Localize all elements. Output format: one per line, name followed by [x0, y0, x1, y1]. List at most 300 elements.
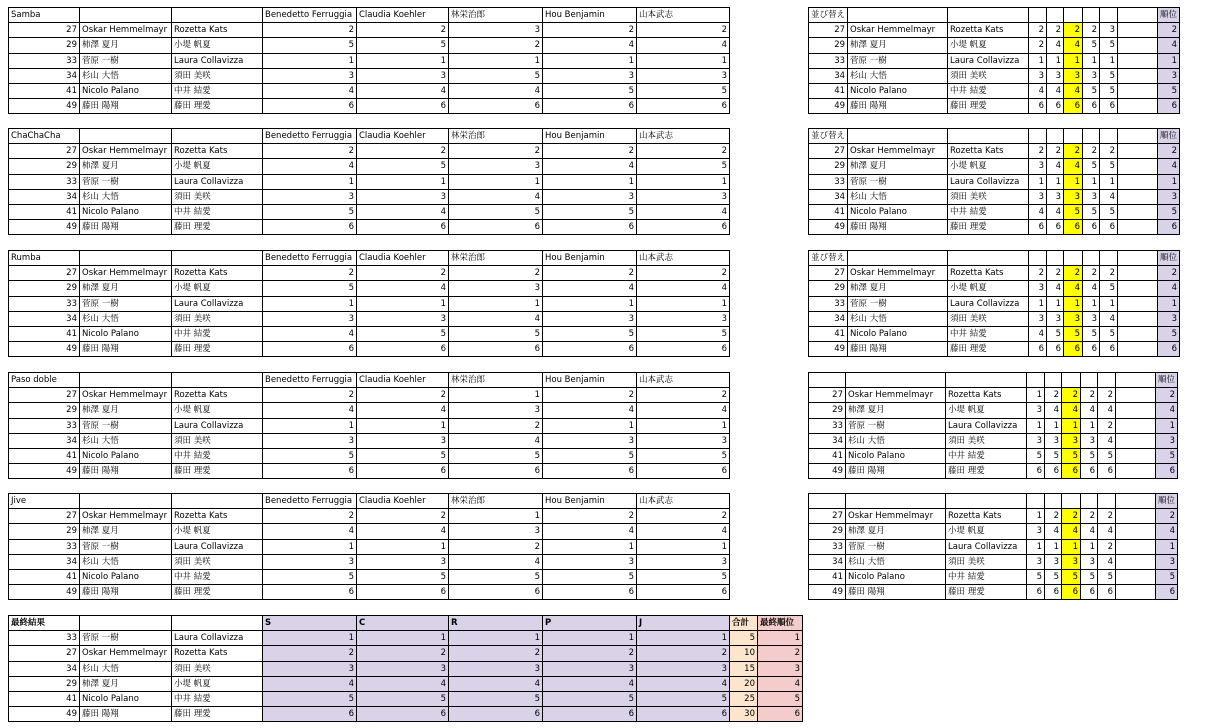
rank-header-cell[interactable]: 順位 — [1158, 251, 1180, 266]
judge-mark-cell[interactable]: 1 — [263, 174, 357, 189]
empty-cell[interactable] — [1118, 251, 1158, 266]
judge-header-cell[interactable]: 山本武志 — [637, 373, 730, 388]
sorted-mark-cell[interactable]: 1 — [1100, 53, 1118, 68]
median-mark-cell[interactable]: 3 — [1062, 554, 1081, 569]
couple-number-cell[interactable]: 49 — [9, 585, 80, 600]
dance-score-cell[interactable]: 1 — [543, 631, 637, 646]
follower-name-cell[interactable]: Rozetta Kats — [172, 266, 263, 281]
sorted-mark-cell[interactable]: 3 — [1083, 189, 1100, 204]
sorted-mark-cell[interactable]: 5 — [1083, 204, 1100, 219]
empty-cell[interactable] — [172, 251, 263, 266]
leader-name-cell[interactable]: 柿澤 夏月 — [80, 403, 172, 418]
follower-name-cell[interactable]: 小堤 帆夏 — [172, 281, 263, 296]
sorted-mark-cell[interactable]: 1 — [1029, 53, 1047, 68]
judge-mark-cell[interactable]: 6 — [543, 99, 637, 114]
follower-name-cell[interactable]: 小堤 帆夏 — [948, 38, 1029, 53]
leader-name-cell[interactable]: 杉山 大悟 — [80, 68, 172, 83]
empty-cell[interactable] — [1116, 554, 1156, 569]
rank-cell[interactable]: 2 — [1156, 509, 1178, 524]
couple-number-cell[interactable]: 27 — [809, 388, 846, 403]
empty-cell[interactable] — [1083, 8, 1100, 23]
judge-mark-cell[interactable]: 4 — [263, 326, 357, 341]
empty-cell[interactable] — [1118, 68, 1158, 83]
judge-mark-cell[interactable]: 4 — [357, 524, 449, 539]
leader-name-cell[interactable]: Oskar Hemmelmayr — [848, 266, 948, 281]
follower-name-cell[interactable]: Rozetta Kats — [172, 23, 263, 38]
sorted-mark-cell[interactable]: 1 — [1083, 174, 1100, 189]
follower-name-cell[interactable]: 中井 結愛 — [946, 448, 1027, 463]
follower-name-cell[interactable]: Laura Collavizza — [172, 418, 263, 433]
judge-mark-cell[interactable]: 5 — [263, 204, 357, 219]
couple-number-cell[interactable]: 27 — [9, 23, 80, 38]
sorted-mark-cell[interactable]: 5 — [1083, 326, 1100, 341]
empty-cell[interactable] — [1118, 23, 1158, 38]
judge-mark-cell[interactable]: 6 — [263, 342, 357, 357]
couple-number-cell[interactable]: 41 — [809, 83, 848, 98]
judge-mark-cell[interactable]: 1 — [357, 539, 449, 554]
follower-name-cell[interactable]: 小堤 帆夏 — [172, 403, 263, 418]
judge-mark-cell[interactable]: 4 — [543, 281, 637, 296]
sorted-mark-cell[interactable]: 2 — [1098, 388, 1116, 403]
couple-number-cell[interactable]: 29 — [9, 281, 80, 296]
empty-cell[interactable] — [1118, 159, 1158, 174]
sorted-mark-cell[interactable]: 1 — [1027, 388, 1045, 403]
dance-score-cell[interactable]: 3 — [263, 661, 357, 676]
dance-name-cell[interactable]: Jive — [9, 494, 80, 509]
follower-name-cell[interactable]: 中井 結愛 — [172, 326, 263, 341]
judge-mark-cell[interactable]: 5 — [263, 38, 357, 53]
sorted-mark-cell[interactable]: 5 — [1098, 569, 1116, 584]
follower-name-cell[interactable]: 須田 美咲 — [946, 554, 1027, 569]
leader-name-cell[interactable]: 杉山 大悟 — [80, 661, 172, 676]
empty-cell[interactable] — [948, 129, 1029, 144]
judge-mark-cell[interactable]: 3 — [449, 159, 543, 174]
judge-mark-cell[interactable]: 4 — [263, 83, 357, 98]
judge-mark-cell[interactable]: 2 — [263, 144, 357, 159]
judge-mark-cell[interactable]: 2 — [357, 144, 449, 159]
follower-name-cell[interactable]: 藤田 理愛 — [172, 342, 263, 357]
judge-mark-cell[interactable]: 2 — [357, 509, 449, 524]
judge-mark-cell[interactable]: 5 — [637, 448, 730, 463]
judge-mark-cell[interactable]: 3 — [543, 189, 637, 204]
follower-name-cell[interactable]: 中井 結愛 — [172, 569, 263, 584]
empty-cell[interactable] — [80, 8, 172, 23]
total-cell[interactable]: 10 — [730, 646, 758, 661]
empty-cell[interactable] — [1118, 266, 1158, 281]
judge-mark-cell[interactable]: 5 — [543, 204, 637, 219]
leader-name-cell[interactable]: 菅原 一樹 — [848, 53, 948, 68]
empty-cell[interactable] — [1029, 251, 1047, 266]
sort-header-cell[interactable] — [809, 373, 846, 388]
empty-cell[interactable] — [1027, 373, 1045, 388]
leader-name-cell[interactable]: 菅原 一樹 — [80, 174, 172, 189]
judge-mark-cell[interactable]: 4 — [637, 281, 730, 296]
judge-mark-cell[interactable]: 6 — [357, 464, 449, 479]
judge-mark-cell[interactable]: 6 — [449, 99, 543, 114]
judge-mark-cell[interactable]: 2 — [637, 266, 730, 281]
judge-header-cell[interactable]: Claudia Koehler — [357, 8, 449, 23]
judge-mark-cell[interactable]: 4 — [357, 281, 449, 296]
rank-cell[interactable]: 6 — [1158, 342, 1180, 357]
rank-cell[interactable]: 5 — [1158, 326, 1180, 341]
judge-mark-cell[interactable]: 6 — [637, 464, 730, 479]
dance-score-cell[interactable]: 5 — [637, 691, 730, 706]
sorted-mark-cell[interactable]: 2 — [1083, 266, 1100, 281]
follower-name-cell[interactable]: 藤田 理愛 — [172, 707, 263, 722]
follower-name-cell[interactable]: 藤田 理愛 — [948, 99, 1029, 114]
empty-cell[interactable] — [1045, 494, 1062, 509]
judge-mark-cell[interactable]: 6 — [357, 342, 449, 357]
rank-cell[interactable]: 4 — [1158, 281, 1180, 296]
leader-name-cell[interactable]: Nicolo Palano — [846, 569, 946, 584]
couple-number-cell[interactable]: 49 — [9, 342, 80, 357]
sorted-mark-cell[interactable]: 2 — [1047, 23, 1064, 38]
judge-mark-cell[interactable]: 5 — [543, 326, 637, 341]
empty-cell[interactable] — [80, 251, 172, 266]
judge-mark-cell[interactable]: 1 — [637, 296, 730, 311]
empty-cell[interactable] — [946, 494, 1027, 509]
judge-mark-cell[interactable]: 4 — [543, 159, 637, 174]
leader-name-cell[interactable]: Nicolo Palano — [846, 448, 946, 463]
leader-name-cell[interactable]: 柿澤 夏月 — [80, 38, 172, 53]
couple-number-cell[interactable]: 34 — [809, 311, 848, 326]
rank-cell[interactable]: 1 — [1158, 174, 1180, 189]
follower-name-cell[interactable]: 藤田 理愛 — [946, 464, 1027, 479]
judge-mark-cell[interactable]: 5 — [449, 448, 543, 463]
empty-cell[interactable] — [1116, 464, 1156, 479]
empty-cell[interactable] — [172, 616, 263, 631]
follower-name-cell[interactable]: 藤田 理愛 — [948, 342, 1029, 357]
judge-header-cell[interactable]: Hou Benjamin — [543, 373, 637, 388]
sorted-mark-cell[interactable]: 2 — [1029, 144, 1047, 159]
dance-header-cell[interactable]: J — [637, 616, 730, 631]
leader-name-cell[interactable]: 菅原 一樹 — [80, 296, 172, 311]
follower-name-cell[interactable]: Laura Collavizza — [946, 418, 1027, 433]
sorted-mark-cell[interactable]: 2 — [1045, 509, 1062, 524]
sorted-mark-cell[interactable]: 4 — [1081, 524, 1098, 539]
sorted-mark-cell[interactable]: 5 — [1098, 448, 1116, 463]
judge-mark-cell[interactable]: 3 — [357, 554, 449, 569]
sorted-mark-cell[interactable]: 2 — [1083, 144, 1100, 159]
total-cell[interactable]: 25 — [730, 691, 758, 706]
couple-number-cell[interactable]: 27 — [809, 266, 848, 281]
couple-number-cell[interactable]: 33 — [809, 539, 846, 554]
empty-cell[interactable] — [80, 373, 172, 388]
judge-mark-cell[interactable]: 5 — [637, 83, 730, 98]
sorted-mark-cell[interactable]: 4 — [1047, 159, 1064, 174]
sorted-mark-cell[interactable]: 1 — [1029, 174, 1047, 189]
sorted-mark-cell[interactable]: 1 — [1029, 296, 1047, 311]
follower-name-cell[interactable]: 小堤 帆夏 — [172, 38, 263, 53]
sorted-mark-cell[interactable]: 1 — [1083, 296, 1100, 311]
dance-score-cell[interactable]: 5 — [357, 691, 449, 706]
leader-name-cell[interactable]: 菅原 一樹 — [846, 539, 946, 554]
empty-cell[interactable] — [1118, 220, 1158, 235]
judge-mark-cell[interactable]: 2 — [263, 509, 357, 524]
dance-header-cell[interactable]: R — [449, 616, 543, 631]
judge-mark-cell[interactable]: 1 — [637, 418, 730, 433]
follower-name-cell[interactable]: 中井 結愛 — [948, 326, 1029, 341]
follower-name-cell[interactable]: 小堤 帆夏 — [946, 403, 1027, 418]
judge-mark-cell[interactable]: 3 — [637, 433, 730, 448]
leader-name-cell[interactable]: 柿澤 夏月 — [80, 676, 172, 691]
judge-mark-cell[interactable]: 5 — [449, 68, 543, 83]
empty-cell[interactable] — [1118, 53, 1158, 68]
judge-header-cell[interactable]: 林栄治郎 — [449, 494, 543, 509]
median-mark-cell[interactable]: 3 — [1064, 189, 1083, 204]
judge-mark-cell[interactable]: 2 — [263, 23, 357, 38]
sorted-mark-cell[interactable]: 3 — [1027, 433, 1045, 448]
rank-cell[interactable]: 2 — [1156, 388, 1178, 403]
follower-name-cell[interactable]: Rozetta Kats — [172, 388, 263, 403]
rank-cell[interactable]: 2 — [1158, 144, 1180, 159]
sorted-mark-cell[interactable]: 4 — [1029, 83, 1047, 98]
empty-cell[interactable] — [1064, 8, 1083, 23]
sorted-mark-cell[interactable]: 3 — [1047, 68, 1064, 83]
empty-cell[interactable] — [172, 8, 263, 23]
dance-score-cell[interactable]: 4 — [263, 676, 357, 691]
follower-name-cell[interactable]: 小堤 帆夏 — [948, 159, 1029, 174]
judge-mark-cell[interactable]: 3 — [449, 23, 543, 38]
follower-name-cell[interactable]: 藤田 理愛 — [172, 99, 263, 114]
leader-name-cell[interactable]: 杉山 大悟 — [848, 311, 948, 326]
sorted-mark-cell[interactable]: 6 — [1100, 342, 1118, 357]
judge-mark-cell[interactable]: 6 — [357, 99, 449, 114]
empty-cell[interactable] — [1098, 373, 1116, 388]
leader-name-cell[interactable]: Nicolo Palano — [80, 569, 172, 584]
couple-number-cell[interactable]: 41 — [809, 569, 846, 584]
final-rank-cell[interactable]: 6 — [758, 707, 803, 722]
judge-mark-cell[interactable]: 1 — [449, 53, 543, 68]
empty-cell[interactable] — [172, 129, 263, 144]
judge-header-cell[interactable]: 林栄治郎 — [449, 251, 543, 266]
empty-cell[interactable] — [1116, 509, 1156, 524]
follower-name-cell[interactable]: 中井 結愛 — [948, 204, 1029, 219]
leader-name-cell[interactable]: 藤田 陽翔 — [848, 99, 948, 114]
judge-mark-cell[interactable]: 4 — [357, 403, 449, 418]
judge-header-cell[interactable]: 山本武志 — [637, 251, 730, 266]
leader-name-cell[interactable]: 菅原 一樹 — [80, 631, 172, 646]
couple-number-cell[interactable]: 29 — [809, 281, 848, 296]
sorted-mark-cell[interactable]: 2 — [1083, 23, 1100, 38]
judge-mark-cell[interactable]: 1 — [543, 418, 637, 433]
leader-name-cell[interactable]: Oskar Hemmelmayr — [80, 23, 172, 38]
median-mark-cell[interactable]: 2 — [1064, 23, 1083, 38]
sorted-mark-cell[interactable]: 5 — [1100, 38, 1118, 53]
sorted-mark-cell[interactable]: 6 — [1029, 342, 1047, 357]
judge-mark-cell[interactable]: 1 — [449, 174, 543, 189]
couple-number-cell[interactable]: 34 — [9, 311, 80, 326]
judge-mark-cell[interactable]: 1 — [263, 539, 357, 554]
judge-mark-cell[interactable]: 2 — [263, 388, 357, 403]
judge-mark-cell[interactable]: 1 — [637, 174, 730, 189]
sorted-mark-cell[interactable]: 6 — [1047, 342, 1064, 357]
leader-name-cell[interactable]: 藤田 陽翔 — [846, 464, 946, 479]
judge-mark-cell[interactable]: 3 — [543, 68, 637, 83]
sorted-mark-cell[interactable]: 5 — [1081, 448, 1098, 463]
judge-header-cell[interactable]: Benedetto Ferruggia — [263, 373, 357, 388]
empty-cell[interactable] — [1047, 251, 1064, 266]
sorted-mark-cell[interactable]: 6 — [1045, 464, 1062, 479]
judge-mark-cell[interactable]: 5 — [263, 448, 357, 463]
sorted-mark-cell[interactable]: 1 — [1027, 418, 1045, 433]
leader-name-cell[interactable]: 菅原 一樹 — [846, 418, 946, 433]
median-mark-cell[interactable]: 5 — [1064, 204, 1083, 219]
follower-name-cell[interactable]: 中井 結愛 — [946, 569, 1027, 584]
leader-name-cell[interactable]: Oskar Hemmelmayr — [846, 509, 946, 524]
judge-mark-cell[interactable]: 3 — [263, 189, 357, 204]
median-mark-cell[interactable]: 4 — [1064, 159, 1083, 174]
dance-score-cell[interactable]: 3 — [357, 661, 449, 676]
couple-number-cell[interactable]: 41 — [9, 691, 80, 706]
sorted-mark-cell[interactable]: 2 — [1029, 23, 1047, 38]
median-mark-cell[interactable]: 4 — [1064, 38, 1083, 53]
leader-name-cell[interactable]: Nicolo Palano — [848, 326, 948, 341]
judge-mark-cell[interactable]: 5 — [637, 326, 730, 341]
empty-cell[interactable] — [1118, 129, 1158, 144]
follower-name-cell[interactable]: Rozetta Kats — [948, 23, 1029, 38]
judge-mark-cell[interactable]: 2 — [263, 266, 357, 281]
empty-cell[interactable] — [1116, 433, 1156, 448]
sorted-mark-cell[interactable]: 4 — [1083, 281, 1100, 296]
sorted-mark-cell[interactable]: 3 — [1029, 311, 1047, 326]
judge-mark-cell[interactable]: 4 — [449, 311, 543, 326]
sorted-mark-cell[interactable]: 3 — [1083, 311, 1100, 326]
follower-name-cell[interactable]: 中井 結愛 — [172, 83, 263, 98]
judge-header-cell[interactable]: 山本武志 — [637, 129, 730, 144]
sorted-mark-cell[interactable]: 6 — [1047, 99, 1064, 114]
empty-cell[interactable] — [1100, 8, 1118, 23]
sorted-mark-cell[interactable]: 6 — [1081, 464, 1098, 479]
leader-name-cell[interactable]: 柿澤 夏月 — [80, 159, 172, 174]
dance-score-cell[interactable]: 1 — [637, 631, 730, 646]
judge-mark-cell[interactable]: 1 — [637, 53, 730, 68]
judge-mark-cell[interactable]: 6 — [263, 99, 357, 114]
sorted-mark-cell[interactable]: 4 — [1047, 83, 1064, 98]
empty-cell[interactable] — [846, 494, 946, 509]
couple-number-cell[interactable]: 41 — [809, 448, 846, 463]
rank-cell[interactable]: 6 — [1158, 99, 1180, 114]
couple-number-cell[interactable]: 34 — [809, 189, 848, 204]
couple-number-cell[interactable]: 33 — [809, 53, 848, 68]
sorted-mark-cell[interactable]: 3 — [1047, 189, 1064, 204]
sorted-mark-cell[interactable]: 2 — [1029, 266, 1047, 281]
empty-cell[interactable] — [846, 373, 946, 388]
couple-number-cell[interactable]: 33 — [9, 53, 80, 68]
final-title-cell[interactable]: 最終結果 — [9, 616, 80, 631]
judge-mark-cell[interactable]: 1 — [263, 296, 357, 311]
judge-mark-cell[interactable]: 4 — [357, 204, 449, 219]
sorted-mark-cell[interactable]: 1 — [1083, 53, 1100, 68]
leader-name-cell[interactable]: 柿澤 夏月 — [848, 38, 948, 53]
rank-header-cell[interactable]: 順位 — [1158, 129, 1180, 144]
couple-number-cell[interactable]: 41 — [9, 569, 80, 584]
sorted-mark-cell[interactable]: 3 — [1047, 311, 1064, 326]
sorted-mark-cell[interactable]: 1 — [1081, 539, 1098, 554]
judge-mark-cell[interactable]: 1 — [449, 388, 543, 403]
judge-mark-cell[interactable]: 2 — [357, 388, 449, 403]
sorted-mark-cell[interactable]: 4 — [1100, 189, 1118, 204]
dance-score-cell[interactable]: 1 — [263, 631, 357, 646]
leader-name-cell[interactable]: Nicolo Palano — [80, 691, 172, 706]
sorted-mark-cell[interactable]: 3 — [1027, 524, 1045, 539]
sorted-mark-cell[interactable]: 2 — [1098, 509, 1116, 524]
couple-number-cell[interactable]: 29 — [9, 38, 80, 53]
follower-name-cell[interactable]: Laura Collavizza — [946, 539, 1027, 554]
final-rank-cell[interactable]: 1 — [758, 631, 803, 646]
leader-name-cell[interactable]: 藤田 陽翔 — [80, 464, 172, 479]
judge-mark-cell[interactable]: 2 — [543, 388, 637, 403]
leader-name-cell[interactable]: 柿澤 夏月 — [846, 403, 946, 418]
leader-name-cell[interactable]: Nicolo Palano — [80, 83, 172, 98]
dance-score-cell[interactable]: 4 — [357, 676, 449, 691]
judge-header-cell[interactable]: Hou Benjamin — [543, 8, 637, 23]
final-rank-header-cell[interactable]: 最終順位 — [758, 616, 803, 631]
follower-name-cell[interactable]: 須田 美咲 — [172, 554, 263, 569]
judge-mark-cell[interactable]: 5 — [357, 38, 449, 53]
sort-header-cell[interactable] — [809, 494, 846, 509]
couple-number-cell[interactable]: 27 — [9, 266, 80, 281]
rank-cell[interactable]: 3 — [1156, 554, 1178, 569]
judge-mark-cell[interactable]: 4 — [449, 554, 543, 569]
dance-score-cell[interactable]: 6 — [263, 707, 357, 722]
sorted-mark-cell[interactable]: 4 — [1029, 326, 1047, 341]
sorted-mark-cell[interactable]: 1 — [1100, 174, 1118, 189]
judge-mark-cell[interactable]: 2 — [357, 23, 449, 38]
judge-mark-cell[interactable]: 3 — [449, 281, 543, 296]
empty-cell[interactable] — [1083, 251, 1100, 266]
rank-cell[interactable]: 2 — [1158, 23, 1180, 38]
judge-mark-cell[interactable]: 3 — [637, 554, 730, 569]
empty-cell[interactable] — [1081, 373, 1098, 388]
leader-name-cell[interactable]: Oskar Hemmelmayr — [80, 266, 172, 281]
sorted-mark-cell[interactable]: 3 — [1081, 433, 1098, 448]
median-mark-cell[interactable]: 4 — [1064, 83, 1083, 98]
judge-mark-cell[interactable]: 1 — [543, 53, 637, 68]
leader-name-cell[interactable]: 柿澤 夏月 — [846, 524, 946, 539]
follower-name-cell[interactable]: Laura Collavizza — [172, 53, 263, 68]
judge-mark-cell[interactable]: 2 — [449, 144, 543, 159]
judge-mark-cell[interactable]: 6 — [543, 585, 637, 600]
couple-number-cell[interactable]: 29 — [9, 159, 80, 174]
sorted-mark-cell[interactable]: 5 — [1083, 83, 1100, 98]
leader-name-cell[interactable]: 菅原 一樹 — [848, 296, 948, 311]
empty-cell[interactable] — [1027, 494, 1045, 509]
judge-mark-cell[interactable]: 4 — [263, 159, 357, 174]
dance-score-cell[interactable]: 2 — [357, 646, 449, 661]
sorted-mark-cell[interactable]: 5 — [1100, 68, 1118, 83]
rank-cell[interactable]: 6 — [1156, 585, 1178, 600]
judge-mark-cell[interactable]: 6 — [637, 342, 730, 357]
judge-header-cell[interactable]: Claudia Koehler — [357, 373, 449, 388]
follower-name-cell[interactable]: 藤田 理愛 — [948, 220, 1029, 235]
sorted-mark-cell[interactable]: 4 — [1047, 204, 1064, 219]
empty-cell[interactable] — [1116, 373, 1156, 388]
sorted-mark-cell[interactable]: 1 — [1045, 418, 1062, 433]
couple-number-cell[interactable]: 34 — [9, 661, 80, 676]
judge-mark-cell[interactable]: 2 — [637, 388, 730, 403]
leader-name-cell[interactable]: 藤田 陽翔 — [80, 585, 172, 600]
judge-mark-cell[interactable]: 1 — [543, 174, 637, 189]
follower-name-cell[interactable]: Laura Collavizza — [172, 631, 263, 646]
dance-score-cell[interactable]: 1 — [449, 631, 543, 646]
sorted-mark-cell[interactable]: 6 — [1029, 220, 1047, 235]
median-mark-cell[interactable]: 1 — [1064, 296, 1083, 311]
dance-score-cell[interactable]: 3 — [449, 661, 543, 676]
empty-cell[interactable] — [848, 251, 948, 266]
leader-name-cell[interactable]: 藤田 陽翔 — [80, 99, 172, 114]
judge-mark-cell[interactable]: 5 — [449, 326, 543, 341]
